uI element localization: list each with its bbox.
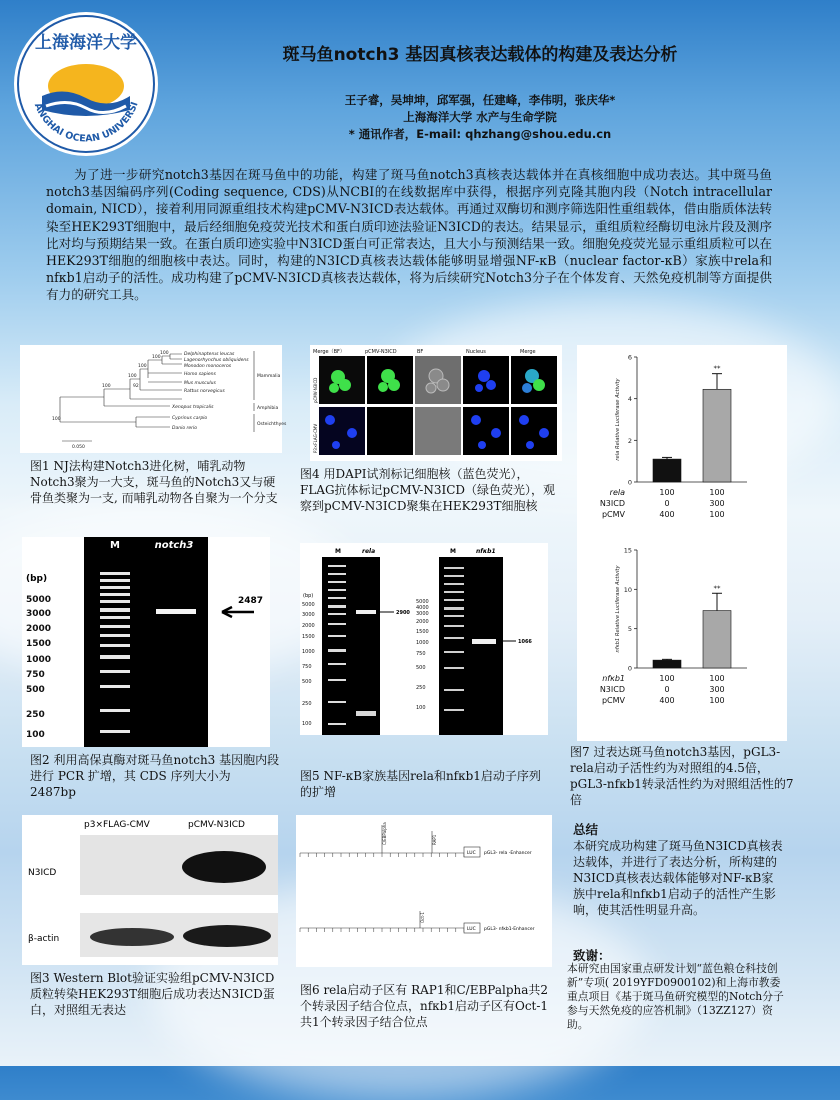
tree-group-label: Amphibia xyxy=(257,406,279,411)
if-row-label: pCMV-N3ICD xyxy=(313,377,318,403)
ladder-label: 250 xyxy=(416,685,426,691)
tf-site-label: C/EBPalpha xyxy=(382,822,387,845)
fig4-immunofluorescence xyxy=(310,345,562,461)
gel-lane-label: nfκb1 xyxy=(476,548,496,555)
y-axis-label: nfκb1 Relative Luciferase Activity xyxy=(615,565,621,653)
bar xyxy=(703,611,731,668)
ladder-label: 5000 xyxy=(302,602,315,608)
fig5-promoter-gels xyxy=(300,543,548,735)
bootstrap-value: 92 xyxy=(133,384,139,389)
summary-heading: 总结 xyxy=(573,822,599,837)
ladder-label: 750 xyxy=(26,670,45,680)
ladder-label: 100 xyxy=(416,705,426,711)
gel-lane-label: M xyxy=(450,548,456,555)
bar xyxy=(703,389,731,482)
author-list: 王子睿，吴坤坤，邱军强，任建峰，李伟明，张庆华* xyxy=(344,93,616,107)
fig2-caption: 图2 利用高保真酶对斑马鱼notch3 基因胞内段进行 PCR 扩增，其 CDS 序列大小为 2487bp xyxy=(30,753,280,799)
logo-text: 上海海洋大学 xyxy=(35,33,137,53)
y-tick-label: 5 xyxy=(627,625,632,634)
thanks-heading: 致谢： xyxy=(573,948,611,963)
if-col-label: pCMV-N3ICD xyxy=(365,349,397,355)
if-row-label: P3×FLAG-CMV xyxy=(313,423,318,453)
ladder-label: 3000 xyxy=(26,609,52,619)
wb-col-label: p3×FLAG-CMV xyxy=(84,820,150,830)
gel-lane-label: notch3 xyxy=(154,540,194,551)
ladder-label: 100 xyxy=(26,730,45,740)
tree-taxon: Xenopus tropicalis xyxy=(172,405,214,410)
significance-label: ** xyxy=(713,584,721,593)
table-cell: 0 xyxy=(664,685,670,694)
bootstrap-value: 100 xyxy=(128,374,137,379)
fig2-pcr-gel xyxy=(22,537,270,747)
if-col-label: Merge xyxy=(520,349,536,355)
gel-lane-label: rela xyxy=(362,548,376,555)
university-logo xyxy=(12,10,160,158)
fig1-caption: 图1 NJ法构建Notch3进化树，哺乳动物Notch3聚为一大支，斑马鱼的Notch3又与硬骨鱼类聚为一支, 而哺乳动物各自聚为一个分支 xyxy=(30,459,278,505)
fig1-phylogenetic-tree xyxy=(20,345,287,453)
tree-group-label: Osteichthyes xyxy=(257,422,287,427)
fig5-caption: 图5 NF-κB家族基因rela和nfκb1启动子序列的扩增 xyxy=(300,769,541,799)
ladder-label: 4000 xyxy=(416,605,429,611)
gel-band-label: 2487 xyxy=(238,596,264,606)
logo-text-en: ANGHAI OCEAN UNIVERSI xyxy=(31,100,141,145)
tree-taxon: Danio rerio xyxy=(172,426,197,431)
tree-taxon: Cyprinus carpio xyxy=(172,416,208,421)
ladder-label: 500 xyxy=(302,679,312,685)
table-cell: 0 xyxy=(664,499,670,508)
fig3-caption: 图3 Western Blot验证实验组pCMV-N3ICD质粒转染HEK293T细胞后成功表达N3ICD蛋白，对照组无表达 xyxy=(30,971,275,1017)
ladder-label: 1500 xyxy=(302,634,315,640)
ladder-label: 5000 xyxy=(26,595,52,605)
gel-unit: (bp) xyxy=(303,593,314,599)
poster-title: 斑马鱼notch3 基因真核表达载体的构建及表达分析 xyxy=(282,45,678,65)
table-row-label: rela xyxy=(609,488,625,497)
table-row-label: N3ICD xyxy=(599,499,625,508)
ladder-label: 1500 xyxy=(416,629,429,635)
affiliation: 上海海洋大学 水产与生命学院 xyxy=(403,110,557,124)
luc-box-label: LUC xyxy=(467,927,476,932)
fig3-western-blot xyxy=(22,815,278,965)
table-cell: 100 xyxy=(659,488,675,497)
bootstrap-value: 100 xyxy=(152,355,161,360)
if-col-label: Nucleus xyxy=(466,349,486,355)
tree-taxon: Rattus norvegicus xyxy=(184,389,225,394)
bar xyxy=(653,660,681,668)
tree-taxon: Homo sapiens xyxy=(184,372,216,377)
ladder-label: 3000 xyxy=(302,612,315,618)
ladder-label: 5000 xyxy=(416,599,429,605)
tf-site-label: Oct-1 xyxy=(420,912,425,923)
wb-col-label: pCMV-N3ICD xyxy=(188,820,245,830)
tree-taxon: Delphinapterus leucas xyxy=(184,352,235,357)
fig6-promoter-maps xyxy=(296,815,552,967)
fig6-caption: 图6 rela启动子区有 RAP1和C/EBPalpha共2个转录因子结合位点，nfκb1启动子区有Oct-1共1个转录因子结合位点 xyxy=(300,983,549,1029)
tree-taxon: Lagenorhynchus obliquidens xyxy=(184,358,249,363)
y-tick-label: 6 xyxy=(627,353,632,362)
y-tick-label: 4 xyxy=(627,395,632,404)
ladder-label: 750 xyxy=(416,651,426,657)
ladder-label: 2000 xyxy=(26,624,52,634)
significance-label: ** xyxy=(713,364,721,373)
y-tick-label: 10 xyxy=(623,585,632,594)
if-col-label: Merge（BF） xyxy=(313,349,345,355)
ladder-label: 250 xyxy=(302,701,312,707)
gel-band-label: 1066 xyxy=(518,639,532,645)
if-col-label: BF xyxy=(417,349,424,355)
ladder-label: 3000 xyxy=(416,611,429,617)
thanks-text: 本研究由国家重点研发计划“蓝色粮仓科技创新”专项( 2019YFD0900102)和上海市教委重点项目《基于斑马鱼研究模型的Notch分子参与天然免疫的应答机制》（13ZZ127）资助。 xyxy=(567,962,784,1031)
bootstrap-value: 100 xyxy=(102,384,111,389)
summary-text: 本研究成功构建了斑马鱼N3ICD真核表达载体，并进行了表达分析，所构建的N3ICD真核表达载体能够对NF-κB家族中rela和nfκb1启动子的活性产生影响，使其活性明显升高。 xyxy=(573,839,783,917)
correspondence: * 通讯作者，E-mail: qhzhang@shou.edu.cn xyxy=(348,127,612,141)
table-cell: 300 xyxy=(709,685,725,694)
tree-taxon: Mus musculus xyxy=(184,381,216,386)
y-tick-label: 0 xyxy=(627,478,632,487)
table-cell: 100 xyxy=(709,696,725,705)
abstract-paragraph: 为了进一步研究notch3基因在斑马鱼中的功能，构建了斑马鱼notch3真核表达载体并在真核细胞中成功表达。其中斑马鱼notch3基因编码序列(Coding sequence, CDS)从NCBI的在线数据库中获得，根据序列克隆其胞内段（Notch intracellular domain, NICD），接着利用同源重组技术构建pCMV-N3ICD表达载体。再通过双酶切和测序筛选阳性重组载体，借由脂质体法转染至HEK293T细胞中，最后经细胞免疫荧光技术和蛋白质印迹法验证N3ICD的表达。结果显示，重组质粒经酶切电泳片段及测序比对均与预期结果一致。在蛋白质印迹实验中N3ICD蛋白可正常表达，且大小与预测结果一致。细胞免疫荧光显示重组质粒可以在HEK293T细胞的细胞核中表达。同时，构建的N3ICD真核表达载体能够明显增强NF-κB（nuclear factor-κB）家族中rela和nfκb1启动子的活性。成功构建了pCMV-N3ICD真核表达载体，将为后续研究Notch3分子在个体发育、天然免疫机制等方面提供有力的研究工具。 xyxy=(46,167,772,303)
wb-row-label: N3ICD xyxy=(28,868,57,878)
table-cell: 100 xyxy=(709,674,725,683)
fig7-chart-svg xyxy=(577,345,787,741)
gel-lane-label: M xyxy=(335,548,341,555)
wb-row-label: β-actin xyxy=(28,934,60,944)
gel-lane-label: M xyxy=(110,540,120,551)
ladder-label: 1500 xyxy=(26,639,52,649)
ladder-label: 1000 xyxy=(416,640,429,646)
ladder-label: 2000 xyxy=(302,623,315,629)
table-cell: 300 xyxy=(709,499,725,508)
luc-box-label: LUC xyxy=(467,851,476,856)
bootstrap-value: 100 xyxy=(160,351,169,356)
y-tick-label: 0 xyxy=(627,664,632,673)
fig7-luciferase-charts xyxy=(577,345,787,741)
tf-site-label: RAP1 xyxy=(432,834,437,845)
ladder-label: 2000 xyxy=(416,619,429,625)
table-row-label: pCMV xyxy=(601,696,625,705)
construct-label: pGL3- rela -Enhancer xyxy=(484,851,532,856)
ladder-label: 100 xyxy=(302,721,312,727)
table-row-label: N3ICD xyxy=(599,685,625,694)
ladder-label: 500 xyxy=(26,685,45,695)
fig7-caption: 图7 过表达斑马鱼notch3基因，pGL3-rela启动子活性约为对照组的4.5倍，pGL3-nfκb1转录活性约为对照组活性的7倍 xyxy=(570,745,794,807)
table-cell: 100 xyxy=(709,488,725,497)
ladder-label: 1000 xyxy=(26,655,52,665)
ladder-label: 250 xyxy=(26,710,45,720)
table-cell: 400 xyxy=(659,510,675,519)
tree-group-label: Mammalia xyxy=(257,374,281,379)
gel-unit: (bp) xyxy=(26,574,48,584)
table-cell: 400 xyxy=(659,696,675,705)
table-cell: 100 xyxy=(659,674,675,683)
table-row-label: pCMV xyxy=(601,510,625,519)
ladder-label: 1000 xyxy=(302,649,315,655)
y-axis-label: rela Relative Luciferase Activity xyxy=(615,378,621,461)
y-tick-label: 15 xyxy=(623,546,632,555)
y-tick-label: 2 xyxy=(627,436,632,445)
tree-scale-label: 0.050 xyxy=(72,445,85,450)
bootstrap-value: 100 xyxy=(52,417,61,422)
gel-band-label: 2900 xyxy=(396,610,410,616)
table-cell: 100 xyxy=(709,510,725,519)
table-row-label: nfκb1 xyxy=(602,674,625,683)
ladder-label: 750 xyxy=(302,664,312,670)
construct-label: pGL3- nfκb1-Enhancer xyxy=(484,927,535,932)
fig4-caption: 图4 用DAPI试剂标记细胞核（蓝色荧光），FLAG抗体标记pCMV-N3ICD（绿色荧光），观察到pCMV-N3ICD聚集在HEK293T细胞核 xyxy=(300,467,555,513)
bootstrap-value: 100 xyxy=(138,364,147,369)
tree-taxon: Monodon monoceros xyxy=(184,364,232,369)
ladder-label: 500 xyxy=(416,665,426,671)
bar xyxy=(653,459,681,482)
